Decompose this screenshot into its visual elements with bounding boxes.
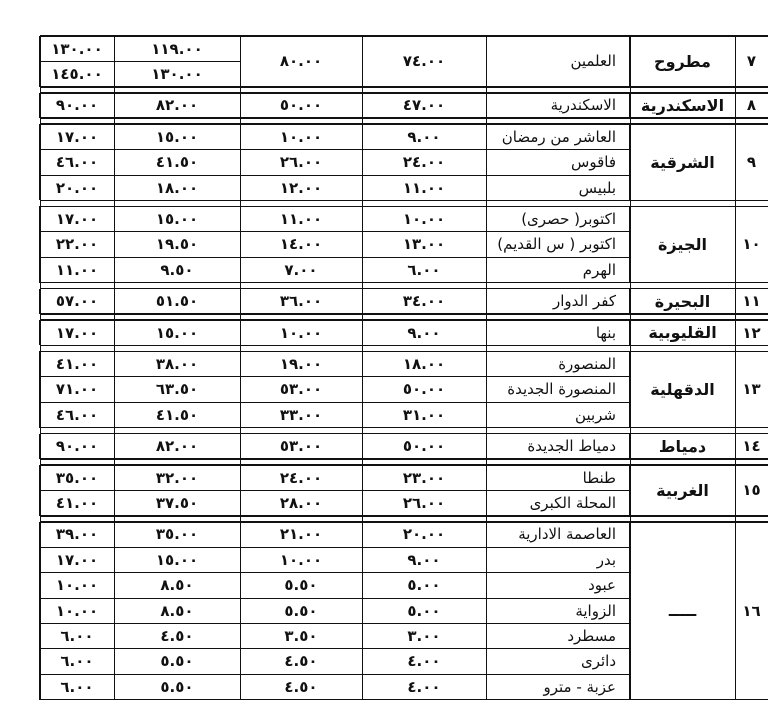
table-vline — [486, 124, 487, 200]
table-vline — [486, 434, 487, 459]
table-cell: ٢٦.٠٠ — [279, 153, 323, 172]
table-vline — [486, 289, 487, 314]
table-vline — [362, 124, 363, 200]
governorate-name: دمياط — [658, 436, 707, 456]
area-name: عبود — [588, 576, 616, 595]
table-vline — [735, 206, 736, 282]
table-vline — [240, 124, 241, 200]
area-name: الزواية — [575, 601, 616, 620]
table-cell: ٤١.٥٠ — [155, 153, 199, 172]
governorate-name: الاسكندرية — [640, 95, 725, 115]
table-cell: ٥.٠٠ — [407, 576, 441, 595]
table-vline — [39, 351, 41, 427]
table-vline — [735, 93, 736, 118]
table-vline — [735, 434, 736, 459]
area-name: العاشر من رمضان — [501, 127, 616, 146]
table-cell: ٤.٥٠ — [284, 677, 318, 696]
row-number: ٨ — [746, 96, 757, 115]
table-vline — [240, 320, 241, 345]
table-cell: ٣.٠٠ — [407, 627, 441, 646]
table-cell: ١٧.٠٠ — [55, 210, 99, 229]
area-name: كفر الدوار — [552, 292, 616, 311]
table-hline — [40, 699, 768, 701]
table-vline — [629, 124, 631, 200]
table-vline — [486, 465, 487, 516]
area-name: اكتوبر ( س القديم) — [497, 235, 616, 254]
table-cell: ١١.٠٠ — [279, 210, 323, 229]
table-cell: ١٠.٠٠ — [402, 210, 446, 229]
table-vline — [114, 124, 115, 200]
area-name: الهرم — [582, 260, 616, 279]
table-cell: ٢٤.٠٠ — [279, 468, 323, 487]
table-cell: ١٨.٠٠ — [402, 355, 446, 374]
governorate-name: الدقهلية — [650, 379, 715, 399]
table-vline — [240, 289, 241, 314]
table-cell: ١٧.٠٠ — [55, 127, 99, 146]
table-cell: ٣٥.٠٠ — [55, 468, 99, 487]
table-cell: ١٩.٥٠ — [155, 235, 199, 254]
table-vline — [735, 465, 736, 516]
table-vline — [629, 351, 631, 427]
area-name: بلبيس — [578, 178, 616, 197]
table-cell: ٢٠.٠٠ — [55, 178, 99, 197]
area-name: المحلة الكبرى — [529, 494, 616, 513]
table-hline — [40, 427, 768, 429]
table-vline — [114, 351, 115, 427]
table-cell: ١٥.٠٠ — [155, 550, 199, 569]
table-vline — [362, 351, 363, 427]
table-cell: ٤.٥٠ — [284, 652, 318, 671]
area-name: طنطا — [582, 468, 616, 487]
governorate-name: الجيزة — [658, 234, 707, 254]
table-cell: ١١.٠٠ — [55, 260, 99, 279]
row-number: ١٠ — [742, 235, 761, 254]
table-cell: ١٣٠.٠٠ — [151, 65, 203, 84]
area-name: العلمين — [570, 52, 616, 71]
table-vline — [114, 434, 115, 459]
table-cell: ٨.٥٠ — [160, 601, 194, 620]
table-cell: ٣٦.٠٠ — [279, 292, 323, 311]
table-vline — [240, 93, 241, 118]
table-cell: ٥٠.٠٠ — [402, 380, 446, 399]
table-hline — [40, 117, 768, 119]
table-vline — [486, 36, 487, 87]
area-name: المنصورة الجديدة — [507, 380, 616, 399]
table-vline — [629, 36, 631, 87]
row-number: ١٦ — [742, 601, 761, 620]
table-cell: ٤٦.٠٠ — [55, 405, 99, 424]
table-cell: ٩٠.٠٠ — [55, 96, 99, 115]
table-cell: ٦.٠٠ — [407, 260, 441, 279]
table-cell: ٦.٠٠ — [60, 652, 94, 671]
table-vline — [39, 93, 41, 118]
table-cell: ٥.٥٠ — [160, 652, 194, 671]
table-vline — [362, 465, 363, 516]
table-cell: ٧١.٠٠ — [55, 380, 99, 399]
table-cell: ١٤٥.٠٠ — [51, 65, 103, 84]
table-cell: ١٠.٠٠ — [279, 127, 323, 146]
table-hline — [40, 282, 768, 284]
table-cell: ٢١.٠٠ — [279, 525, 323, 544]
table-cell: ٤.٠٠ — [407, 652, 441, 671]
governorate-name: مطروح — [654, 51, 711, 71]
table-hline — [40, 458, 768, 460]
area-name: شربين — [575, 405, 616, 424]
table-vline — [362, 93, 363, 118]
table-vline — [629, 206, 631, 282]
table-cell: ١٨.٠٠ — [155, 178, 199, 197]
table-cell: ٤٦.٠٠ — [55, 153, 99, 172]
table-vline — [486, 522, 487, 700]
table-cell: ١٠.٠٠ — [279, 323, 323, 342]
table-hline — [40, 515, 768, 517]
table-vline — [114, 36, 115, 87]
table-cell: ١٠.٠٠ — [279, 550, 323, 569]
table-vline — [735, 289, 736, 314]
table-cell: ٣٧.٥٠ — [155, 494, 199, 513]
area-name: المنصورة — [558, 355, 616, 374]
table-vline — [735, 320, 736, 345]
table-cell: ٨٢.٠٠ — [155, 96, 199, 115]
table-cell: ٥٧.٠٠ — [55, 292, 99, 311]
table-vline — [362, 206, 363, 282]
table-cell: ٧.٠٠ — [284, 260, 318, 279]
area-name: العاصمة الادارية — [518, 525, 616, 544]
table-cell: ٥٠.٠٠ — [402, 437, 446, 456]
row-number: ١٢ — [742, 323, 761, 342]
table-cell: ٥٣.٠٠ — [279, 380, 323, 399]
table-cell: ٩.٠٠ — [407, 127, 441, 146]
table-cell: ١٩.٠٠ — [279, 355, 323, 374]
table-cell: ٩.٠٠ — [407, 550, 441, 569]
table-vline — [240, 36, 241, 87]
table-vline — [629, 465, 631, 516]
row-number: ٩ — [746, 153, 757, 172]
table-vline — [240, 465, 241, 516]
table-cell: ٥١.٥٠ — [155, 292, 199, 311]
table-cell: ١٠.٠٠ — [55, 601, 99, 620]
table-cell: ٣٩.٠٠ — [55, 525, 99, 544]
table-cell: ١١٩.٠٠ — [151, 39, 203, 58]
table-vline — [114, 320, 115, 345]
table-cell: ٨٠.٠٠ — [279, 52, 323, 71]
table-vline — [629, 93, 631, 118]
table-vline — [240, 206, 241, 282]
table-cell: ١٣٠.٠٠ — [51, 39, 103, 58]
table-vline — [240, 522, 241, 700]
table-vline — [629, 289, 631, 314]
table-cell: ٨٢.٠٠ — [155, 437, 199, 456]
table-cell: ٤٧.٠٠ — [402, 96, 446, 115]
table-vline — [486, 93, 487, 118]
table-cell: ١٣.٠٠ — [402, 235, 446, 254]
table-hline — [40, 345, 768, 347]
table-vline — [486, 206, 487, 282]
table-vline — [362, 434, 363, 459]
table-vline — [114, 93, 115, 118]
area-name: فاقوس — [571, 153, 616, 172]
table-cell: ٢٦.٠٠ — [402, 494, 446, 513]
table-vline — [39, 320, 41, 345]
table-vline — [240, 351, 241, 427]
table-vline — [362, 522, 363, 700]
table-cell: ٤١.٥٠ — [155, 405, 199, 424]
table-vline — [39, 289, 41, 314]
table-vline — [362, 320, 363, 345]
row-number: ١١ — [742, 292, 761, 311]
table-cell: ١٥.٠٠ — [155, 323, 199, 342]
row-number: ٧ — [746, 52, 757, 71]
table-vline — [39, 522, 41, 700]
table-vline — [629, 434, 631, 459]
table-cell: ٢٠.٠٠ — [402, 525, 446, 544]
table-cell: ٩.٥٠ — [160, 260, 194, 279]
table-cell: ٦.٠٠ — [60, 677, 94, 696]
table-vline — [114, 522, 115, 700]
table-cell: ١٧.٠٠ — [55, 323, 99, 342]
table-vline — [629, 320, 631, 345]
table-cell: ٥.٥٠ — [284, 601, 318, 620]
table-cell: ٥.٥٠ — [160, 677, 194, 696]
table-cell: ٣٤.٠٠ — [402, 292, 446, 311]
table-cell: ١١.٠٠ — [402, 178, 446, 197]
table-vline — [486, 320, 487, 345]
area-name: الاسكندرية — [550, 96, 616, 115]
table-cell: ٢٤.٠٠ — [402, 153, 446, 172]
area-name: بنها — [595, 323, 616, 342]
table-cell: ٢٨.٠٠ — [279, 494, 323, 513]
table-cell: ١٢.٠٠ — [279, 178, 323, 197]
table-cell: ٤.٠٠ — [407, 677, 441, 696]
table-cell: ٣٢.٠٠ — [155, 468, 199, 487]
table-cell: ٤.٥٠ — [160, 627, 194, 646]
table-cell: ٩٠.٠٠ — [55, 437, 99, 456]
governorate-name: الغربية — [656, 480, 709, 500]
table-vline — [735, 36, 736, 87]
table-cell: ٥.٥٠ — [284, 576, 318, 595]
table-cell: ٢٢.٠٠ — [55, 235, 99, 254]
governorate-name: الشرقية — [650, 152, 715, 172]
table-cell: ٨.٥٠ — [160, 576, 194, 595]
table-vline — [114, 465, 115, 516]
table-vline — [362, 289, 363, 314]
table-vline — [629, 522, 631, 700]
table-cell: ٢٣.٠٠ — [402, 468, 446, 487]
governorate-name: ـــــ — [668, 601, 697, 621]
row-number: ١٥ — [742, 481, 761, 500]
table-cell: ٤١.٠٠ — [55, 494, 99, 513]
table-cell: ١٠.٠٠ — [55, 576, 99, 595]
table-vline — [39, 124, 41, 200]
area-name: مسطرد — [567, 627, 616, 646]
governorate-name: البحيرة — [654, 291, 711, 311]
table-cell: ٣٣.٠٠ — [279, 405, 323, 424]
table-cell: ٦٣.٥٠ — [155, 380, 199, 399]
table-vline — [39, 206, 41, 282]
area-name: عزبة - مترو — [543, 677, 616, 696]
area-name: بدر — [596, 550, 616, 569]
table-vline — [735, 124, 736, 200]
table-cell: ٩.٠٠ — [407, 323, 441, 342]
table-hline — [40, 313, 768, 315]
table-cell: ٣٨.٠٠ — [155, 355, 199, 374]
table-vline — [486, 351, 487, 427]
table-cell: ٦.٠٠ — [60, 627, 94, 646]
table-cell: ١٤.٠٠ — [279, 235, 323, 254]
table-vline — [39, 465, 41, 516]
table-vline — [39, 36, 41, 87]
area-name: دمياط الجديدة — [527, 437, 616, 456]
table-hline — [40, 200, 768, 202]
table-cell: ٧٤.٠٠ — [402, 52, 446, 71]
table-cell: ٥٠.٠٠ — [279, 96, 323, 115]
table-vline — [39, 434, 41, 459]
table-cell: ٣١.٠٠ — [402, 405, 446, 424]
table-vline — [240, 434, 241, 459]
table-cell: ٥.٠٠ — [407, 601, 441, 620]
governorate-name: القليوبية — [648, 323, 717, 343]
area-name: اكتوبر( حصرى) — [521, 210, 616, 229]
table-vline — [114, 206, 115, 282]
table-cell: ٣.٥٠ — [284, 627, 318, 646]
table-cell: ٣٥.٠٠ — [155, 525, 199, 544]
table-cell: ٤١.٠٠ — [55, 355, 99, 374]
table-cell: ١٥.٠٠ — [155, 127, 199, 146]
table-vline — [735, 522, 736, 700]
row-number: ١٣ — [742, 380, 761, 399]
area-name: دائرى — [580, 652, 616, 671]
row-number: ١٤ — [742, 437, 761, 456]
table-cell: ٥٣.٠٠ — [279, 437, 323, 456]
table-cell: ١٧.٠٠ — [55, 550, 99, 569]
table-cell: ١٥.٠٠ — [155, 210, 199, 229]
table-vline — [735, 351, 736, 427]
table-hline — [40, 86, 768, 88]
table-vline — [362, 36, 363, 87]
table-vline — [114, 289, 115, 314]
